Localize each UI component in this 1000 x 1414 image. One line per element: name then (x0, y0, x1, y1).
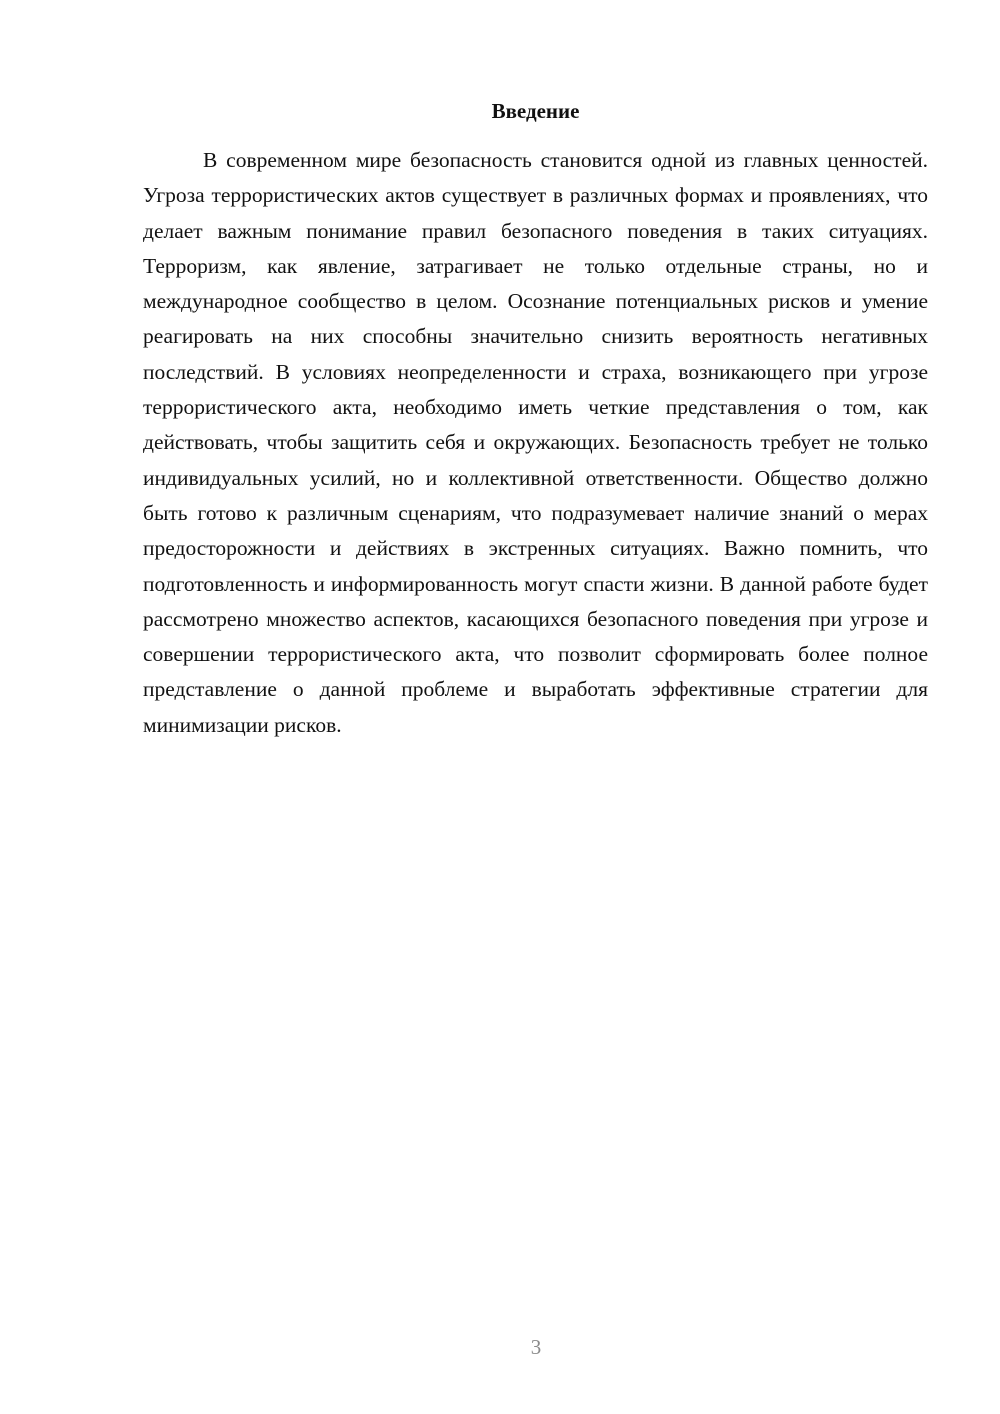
page-number: 3 (530, 1335, 542, 1359)
intro-paragraph: В современном мире безопасность становится одной из главных ценностей. Угроза террористических актов существует в различных формах и проявлениях, что делает важным понимание правил безопасного поведения в таких ситуациях. Терроризм, как явление, затрагивает не только отдельные страны, но и международное сообщество в целом. Осознание потенциальных рисков и умение реагировать на них способны значительно снизить вероятность негативных последствий. В условиях неопределенности и страха, возникающего при угрозе террористического акта, необходимо иметь четкие представления о том, как действовать, чтобы защитить себя и окружающих. Безопасность требует не только индивидуальных усилий, но и коллективной ответственности. Общество должно быть готово к различным сценариям, что подразумевает наличие знаний о мерах предосторожности и действиях в экстренных ситуациях. Важно помнить, что подготовленность и информированность могут спасти жизни. В данной работе будет рассмотрено множество аспектов, касающихся безопасного поведения при угрозе и совершении террористического акта, что позволит сформировать более полное представление о данной проблеме и выработать эффективные стратегии для минимизации рисков. (143, 148, 928, 737)
section-heading: Введение (491, 99, 580, 123)
